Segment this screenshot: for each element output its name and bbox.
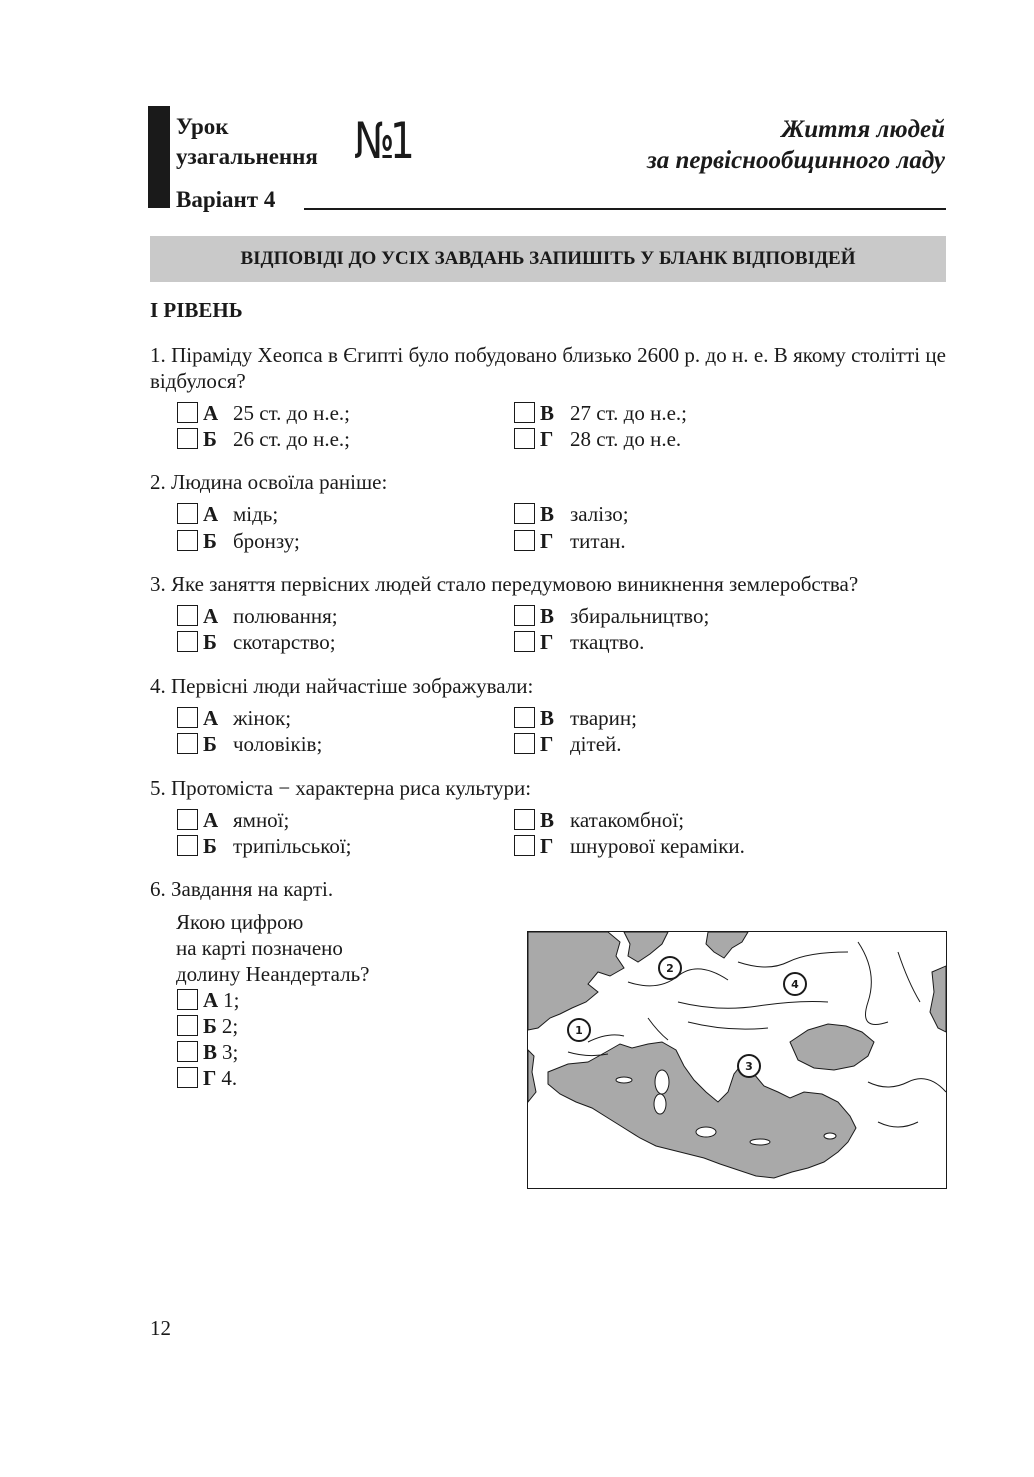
checkbox[interactable]	[177, 503, 198, 524]
checkbox[interactable]	[514, 733, 535, 754]
map-marker-1	[568, 1019, 590, 1041]
q3-option-a[interactable]	[177, 603, 338, 629]
option-letter: А	[203, 808, 219, 832]
checkbox[interactable]	[514, 835, 535, 856]
checkbox[interactable]	[514, 530, 535, 551]
option-letter: Б	[203, 427, 217, 451]
topic-line1: Життя людей	[781, 116, 945, 143]
q6-option-g[interactable]	[177, 1065, 237, 1091]
q1-option-v[interactable]	[514, 400, 687, 426]
option-text: 1;	[223, 988, 240, 1012]
q4-option-g[interactable]	[514, 731, 622, 757]
sea-areas	[528, 932, 946, 1178]
option-letter: Б	[203, 1014, 217, 1038]
question-1-text: 1. Піраміду Хеопса в Єгипті було побудовано близько 2600 р. до н. е. В якому столітті це відбулося?	[150, 343, 946, 393]
q3-option-v[interactable]	[514, 603, 709, 629]
q5-option-a[interactable]	[177, 807, 289, 833]
option-text: ткацтво.	[570, 630, 645, 654]
black-sea	[790, 1024, 874, 1070]
atlantic-lower	[528, 1050, 536, 1102]
map-marker-3	[738, 1055, 760, 1077]
q3-option-b[interactable]	[177, 629, 336, 655]
question-6-prompt	[176, 909, 369, 987]
prompt-line: на карті позначено	[176, 936, 343, 960]
option-letter: Б	[203, 834, 217, 858]
atlantic-ocean	[528, 932, 624, 1030]
option-letter: В	[540, 604, 555, 628]
option-text: 4.	[221, 1066, 238, 1090]
option-text: титан.	[570, 529, 626, 553]
option-letter: Г	[540, 834, 554, 858]
option-text: дітей.	[570, 732, 622, 756]
option-letter: Г	[540, 630, 554, 654]
q2-option-g[interactable]	[514, 528, 626, 554]
option-letter: В	[540, 808, 555, 832]
q1-option-a[interactable]	[177, 400, 350, 426]
q4-option-v[interactable]	[514, 705, 637, 731]
checkbox[interactable]	[514, 428, 535, 449]
question-3-text: 3. Яке заняття первісних людей стало передумовою виникнення землеробства?	[150, 572, 859, 596]
option-text: тварин;	[570, 706, 637, 730]
checkbox[interactable]	[177, 605, 198, 626]
lesson-number-value: 1	[390, 112, 414, 170]
option-text: чоловіків;	[233, 732, 323, 756]
baltic-sea	[706, 932, 748, 958]
option-text: 26 ст. до н.е.;	[233, 427, 350, 451]
north-sea	[624, 932, 668, 962]
checkbox[interactable]	[514, 631, 535, 652]
q6-option-b[interactable]	[177, 1013, 238, 1039]
checkbox[interactable]	[177, 428, 198, 449]
checkbox[interactable]	[177, 530, 198, 551]
option-text: катакомбної;	[570, 808, 685, 832]
option-text: бронзу;	[233, 529, 300, 553]
option-text: 25 ст. до н.е.;	[233, 401, 350, 425]
checkbox[interactable]	[177, 835, 198, 856]
prompt-line: долину Неандерталь?	[176, 962, 370, 986]
option-text: 28 ст. до н.е.	[570, 427, 682, 451]
option-letter: Б	[203, 529, 217, 553]
checkbox[interactable]	[177, 1067, 198, 1088]
map-marker-2	[659, 957, 681, 979]
q6-option-a[interactable]	[177, 987, 240, 1013]
instruction-banner: ВІДПОВІДІ ДО УСІХ ЗАВДАНЬ ЗАПИШІТЬ У БЛАНК ВІДПОВІДЕЙ	[150, 236, 946, 282]
option-text: збиральництво;	[570, 604, 710, 628]
map-marker-label: 2	[666, 962, 674, 975]
checkbox[interactable]	[514, 707, 535, 728]
q4-option-a[interactable]	[177, 705, 291, 731]
option-letter: Б	[203, 732, 217, 756]
option-letter: А	[203, 604, 219, 628]
map-marker-label: 3	[745, 1060, 753, 1073]
option-text: 2;	[221, 1014, 239, 1038]
question-4-text: 4. Первісні люди найчастіше зображували:	[150, 674, 534, 698]
option-text: 27 ст. до н.е.;	[570, 401, 687, 425]
question-2-text: 2. Людина освоїла раніше:	[150, 470, 388, 494]
caspian-sea	[930, 966, 946, 1032]
question-5-text: 5. Протоміста − характерна риса культури:	[150, 776, 532, 800]
option-text: ямної;	[233, 808, 290, 832]
map-marker-label: 4	[791, 978, 799, 991]
lesson-line1: Урок	[176, 114, 229, 139]
prompt-line: Якою цифрою	[176, 910, 304, 934]
q4-option-b[interactable]	[177, 731, 322, 757]
checkbox[interactable]	[177, 631, 198, 652]
q1-option-g[interactable]	[514, 426, 681, 452]
checkbox[interactable]	[514, 605, 535, 626]
option-letter: В	[540, 502, 555, 526]
option-text: шнурової кераміки.	[570, 834, 745, 858]
level-heading: І РІВЕНЬ	[150, 298, 243, 322]
option-text: жінок;	[233, 706, 292, 730]
lesson-number-symbol: №	[354, 112, 394, 170]
checkbox[interactable]	[177, 809, 198, 830]
europe-map	[527, 931, 947, 1189]
option-text: скотарство;	[233, 630, 336, 654]
checkbox[interactable]	[514, 809, 535, 830]
q6-option-v[interactable]	[177, 1039, 238, 1065]
q5-option-b[interactable]	[177, 833, 352, 859]
checkbox[interactable]	[177, 989, 198, 1010]
page-number: 12	[150, 1316, 171, 1340]
name-line	[304, 208, 946, 210]
lesson-number	[354, 114, 420, 168]
q2-option-b[interactable]	[177, 528, 300, 554]
map-marker-label: 1	[575, 1024, 583, 1037]
option-letter: Б	[203, 630, 217, 654]
q3-option-g[interactable]	[514, 629, 644, 655]
checkbox[interactable]	[514, 402, 535, 423]
topic-line2: за первіснообщинного ладу	[646, 147, 945, 174]
q2-option-v[interactable]	[514, 501, 629, 527]
option-letter: А	[203, 706, 219, 730]
variant-label: Варіант 4	[176, 187, 276, 212]
lesson-line2: узагальнення	[176, 144, 318, 169]
option-letter: В	[540, 401, 555, 425]
checkbox[interactable]	[514, 503, 535, 524]
checkbox[interactable]	[177, 402, 198, 423]
option-letter: Г	[540, 427, 554, 451]
map-marker-4	[784, 973, 806, 995]
option-letter: А	[203, 502, 219, 526]
option-letter: Г	[540, 732, 554, 756]
topic-title	[647, 114, 945, 176]
option-letter: А	[203, 401, 219, 425]
question-6-text: 6. Завдання на карті.	[150, 877, 334, 901]
option-text: полювання;	[233, 604, 338, 628]
checkbox[interactable]	[177, 1041, 198, 1062]
checkbox[interactable]	[177, 1015, 198, 1036]
option-letter: Г	[540, 529, 554, 553]
option-text: 3;	[222, 1040, 239, 1064]
option-letter: Г	[203, 1066, 217, 1090]
option-text: залізо;	[570, 502, 629, 526]
map-drawing	[528, 932, 946, 1188]
option-text: трипільської;	[233, 834, 352, 858]
option-letter: В	[203, 1040, 218, 1064]
option-text: мідь;	[233, 502, 279, 526]
option-letter: А	[203, 988, 219, 1012]
q2-option-a[interactable]	[177, 501, 278, 527]
q1-option-b[interactable]	[177, 426, 350, 452]
checkbox[interactable]	[177, 733, 198, 754]
header-bar	[148, 106, 170, 208]
q5-option-v[interactable]	[514, 807, 684, 833]
checkbox[interactable]	[177, 707, 198, 728]
q5-option-g[interactable]	[514, 833, 745, 859]
option-letter: В	[540, 706, 555, 730]
